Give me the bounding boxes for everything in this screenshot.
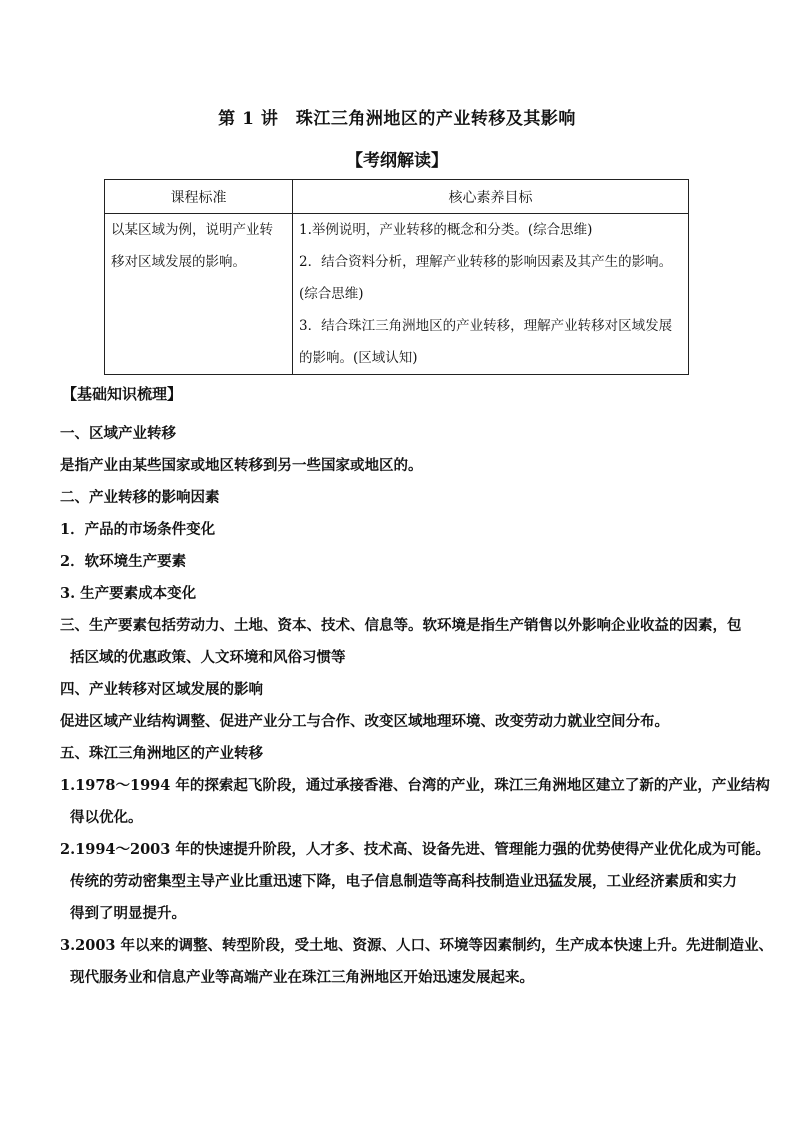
- text-line: 括区域的优惠政策、人文环境和风俗习惯等: [70, 649, 346, 666]
- section-heading-5: 五、珠江三角洲地区的产业转移: [60, 745, 263, 762]
- paragraph-5-1: [60, 770, 770, 834]
- list-item: 1．产品的市场条件变化: [60, 521, 216, 538]
- standard-line: 以某区域为例，说明产业转: [111, 222, 273, 238]
- text-line: 三、生产要素包括劳动力、土地、资本、技术、信息等。软环境是指生产销售以外影响企业收益的因素，包: [60, 617, 742, 634]
- text-line: 2.1994～2003 年的快速提升阶段，人才多、技术高、设备先进、管理能力强的优势使得产业优化成为可能。: [60, 841, 770, 858]
- section-heading-4: 四、产业转移对区域发展的影响: [60, 681, 263, 698]
- text-line: 传统的劳动密集型主导产业比重迅速下降，电子信息制造等高科技制造业迅猛发展，工业经济素质和实力: [70, 873, 737, 890]
- section-heading-2: 二、产业转移的影响因素: [60, 489, 220, 506]
- goal-line: 的影响。(区域认知): [299, 350, 418, 366]
- list-item: 2．软环境生产要素: [60, 553, 187, 570]
- goal-line: (综合思维): [299, 286, 364, 302]
- text-line: 现代服务业和信息产业等高端产业在珠江三角洲地区开始迅速发展起来。: [70, 969, 534, 986]
- section-heading-1: 一、区域产业转移: [60, 425, 176, 442]
- text-line: 1.1978～1994 年的探索起飞阶段，通过承接香港、台湾的产业，珠江三角洲地区建立了新的产业，产业结构: [60, 777, 770, 794]
- goal-line: 3．结合珠江三角洲地区的产业转移，理解产业转移对区域发展: [299, 318, 673, 334]
- standard-line: 移对区域发展的影响。: [111, 254, 246, 270]
- text-line: 是指产业由某些国家或地区转移到另一些国家或地区的。: [60, 457, 423, 474]
- text-line: 促进区域产业结构调整、促进产业分工与合作、改变区域地理环境、改变劳动力就业空间分布。: [60, 713, 669, 730]
- knowledge-body: [60, 418, 774, 994]
- knowledge-heading: 【基础知识梳理】: [62, 385, 183, 403]
- table-cell-standard: [105, 214, 293, 375]
- table-header-row: [105, 180, 689, 214]
- section-subtitle: 【考纲解读】: [346, 151, 448, 171]
- text-line: 3.2003 年以来的调整、转型阶段，受土地、资源、人口、环境等因素制约，生产成本快速上升。先进制造业、: [60, 937, 774, 954]
- list-item: 3. 生产要素成本变化: [60, 585, 197, 602]
- goal-line: 2．结合资料分析，理解产业转移的影响因素及其产生的影响。: [299, 254, 673, 270]
- paragraph-3: [60, 610, 742, 674]
- paragraph-5-3: [60, 930, 774, 994]
- table-header-standard: 课程标准: [105, 180, 293, 214]
- table-row: [105, 214, 689, 375]
- goal-line: 1.举例说明，产业转移的概念和分类。(综合思维): [299, 222, 593, 238]
- outline-table: [104, 179, 689, 375]
- text-line: 得到了明显提升。: [70, 905, 186, 922]
- text-line: 得以优化。: [70, 809, 143, 826]
- table-header-goals: 核心素养目标: [293, 180, 689, 214]
- paragraph-5-2: [60, 834, 770, 930]
- table-cell-goals: [293, 214, 689, 375]
- page-title: 第 1 讲 珠江三角洲地区的产业转移及其影响: [218, 109, 576, 129]
